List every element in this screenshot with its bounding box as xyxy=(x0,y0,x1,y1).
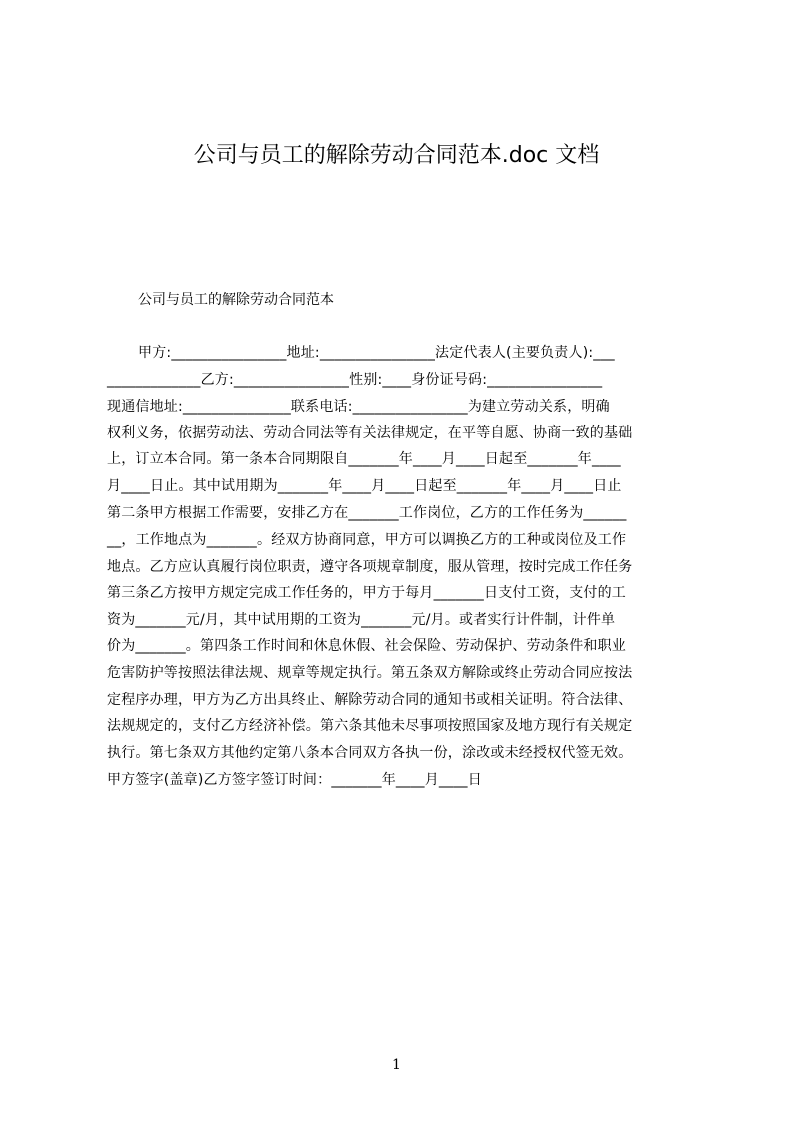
body-line: 资为_______元/月，其中试用期的工资为_______元/月。或者实行计件制，计件单 xyxy=(107,612,616,628)
body-line: 定程序办理，甲方为乙方出具终止、解除劳动合同的通知书或相关证明。符合法律、 xyxy=(107,692,633,708)
body-line: __，工作地点为_______。经双方协商同意，甲方可以调换乙方的工种或岗位及工作 xyxy=(107,532,627,548)
body-line: 执行。第七条双方其他约定第八条本合同双方各执一份，涂改或未经授权代签无效。 xyxy=(107,745,633,761)
body-line: 上，订立本合同。第一条本合同期限自_______年____月____日起至_______年____ xyxy=(107,451,621,467)
body-line: 甲方:________________地址:________________法定代表人(主要负责人):___ xyxy=(138,345,615,361)
body-line: 月____日止。其中试用期为_______年____月____日起至_______年____月____日止 xyxy=(107,478,622,494)
body-line: 地点。乙方应认真履行岗位职责，遵守各项规章制度，服从管理，按时完成工作任务 xyxy=(107,559,633,575)
contract-subtitle: 公司与员工的解除劳动合同范本 xyxy=(138,292,334,308)
body-line: 第二条甲方根据工作需要，安排乙方在_______工作岗位，乙方的工作任务为______ xyxy=(107,505,627,521)
body-line: 现通信地址:_______________联系电话:________________为建立劳动关系，明确 xyxy=(107,399,610,415)
signature-line: 甲方签字(盖章)乙方签字签订时间：_______年____月____日 xyxy=(107,772,482,788)
body-line: 第三条乙方按甲方规定完成工作任务的，甲方于每月_______日支付工资，支付的工 xyxy=(107,585,626,601)
body-line: 权利义务，依据劳动法、劳动合同法等有关法律规定，在平等自愿、协商一致的基础 xyxy=(107,425,633,441)
body-line: _____________乙方:________________性别:____身份证号码:________________ xyxy=(107,372,603,388)
document-title: 公司与员工的解除劳动合同范本.doc 文档 xyxy=(193,143,600,168)
body-line: 法规规定的，支付乙方经济补偿。第六条其他未尽事项按照国家及地方现行有关规定 xyxy=(107,718,633,734)
body-line: 价为_______。第四条工作时间和休息休假、社会保险、劳动保护、劳动条件和职业 xyxy=(107,638,626,654)
page-number: 1 xyxy=(392,1057,401,1073)
body-line: 危害防护等按照法律法规、规章等规定执行。第五条双方解除或终止劳动合同应按法 xyxy=(107,665,633,681)
